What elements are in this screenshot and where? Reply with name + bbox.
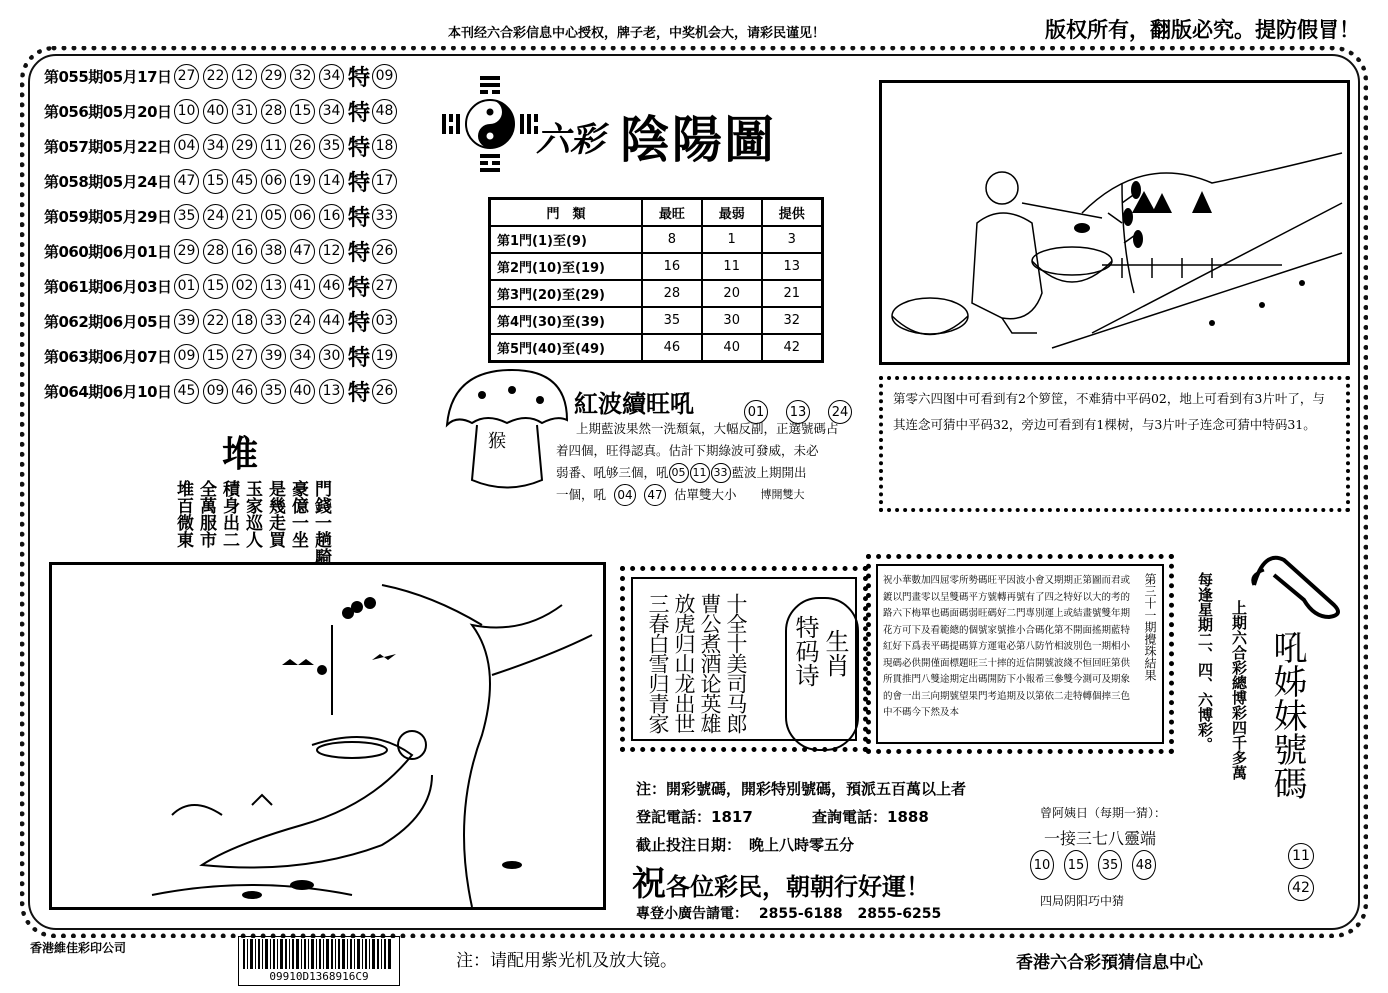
scholar-illustration bbox=[52, 565, 603, 907]
door-table bbox=[488, 197, 824, 363]
draw-history-row bbox=[44, 342, 401, 370]
special-marker: 特 bbox=[348, 64, 371, 91]
draw-date: 第058期05月24日 bbox=[44, 172, 172, 191]
scholar-picture bbox=[49, 562, 606, 910]
number-ball: 42 bbox=[1288, 875, 1314, 901]
number-ball: 26 bbox=[372, 239, 397, 264]
barcode-text: 09910D1368916C9 bbox=[269, 970, 369, 983]
number-ball: 27 bbox=[372, 274, 397, 299]
number-ball: 45 bbox=[174, 379, 199, 404]
number-ball: 39 bbox=[174, 309, 199, 334]
auntie-title: 曾阿姨日（每期一猜）： bbox=[1040, 806, 1167, 820]
door-table-header: 最旺 bbox=[642, 199, 702, 227]
poem-stamp-char: 码 bbox=[791, 639, 819, 663]
number-ball: 28 bbox=[203, 239, 228, 264]
number-ball: 40 bbox=[203, 99, 228, 124]
number-ball: 09 bbox=[203, 379, 228, 404]
number-ball: 09 bbox=[372, 64, 397, 89]
number-ball: 41 bbox=[290, 274, 315, 299]
auntie-hint: 一接三七八靈端 bbox=[1044, 829, 1157, 848]
number-ball: 29 bbox=[232, 134, 257, 159]
number-ball: 35 bbox=[261, 379, 286, 404]
number-ball: 15 bbox=[1064, 850, 1088, 880]
number-ball: 05 bbox=[669, 463, 689, 483]
number-ball: 29 bbox=[261, 64, 286, 89]
number-ball: 16 bbox=[232, 239, 257, 264]
saxophone-icon bbox=[1244, 545, 1354, 624]
red-wave-line: 着四個，旺得認真。估計下期綠波可發威，未必 bbox=[556, 443, 819, 458]
number-ball: 38 bbox=[261, 239, 286, 264]
door-table-cell: 13 bbox=[762, 253, 823, 280]
door-table-cell: 第3門(20)至(29) bbox=[490, 280, 643, 307]
red-wave-line3-tail: 藍波上期開出 bbox=[731, 465, 807, 480]
red-wave-line: 上期藍波果然一洗頹氣，大幅反副，正選號碼占 bbox=[576, 421, 839, 436]
door-table-cell: 第4門(30)至(39) bbox=[490, 307, 643, 334]
ad-phone: 2855-6255 bbox=[857, 906, 942, 922]
poem-column: 三春白雪归青家 bbox=[646, 593, 670, 733]
sister-balls bbox=[1288, 843, 1318, 901]
poem-stamp-char: 生 bbox=[821, 629, 849, 653]
number-ball: 12 bbox=[232, 64, 257, 89]
deadline-label: 截止投注日期： bbox=[636, 836, 742, 854]
special-marker: 特 bbox=[348, 204, 371, 231]
number-ball: 47 bbox=[174, 169, 199, 194]
number-ball: 01 bbox=[174, 274, 199, 299]
door-table-cell: 第1門(1)至(9) bbox=[490, 226, 643, 253]
ad-label: 專登小廣告請電： bbox=[636, 906, 748, 922]
reg-phone-label: 登記電話： bbox=[636, 808, 712, 826]
number-ball: 27 bbox=[174, 64, 199, 89]
door-table-cell: 16 bbox=[642, 253, 702, 280]
pile-poem-column: 堆百微東 bbox=[173, 480, 193, 548]
red-wave-line4-note: 博開雙大 bbox=[760, 488, 805, 501]
number-ball: 13 bbox=[786, 400, 810, 424]
number-ball: 33 bbox=[261, 309, 286, 334]
draw-date: 第064期06月10日 bbox=[44, 382, 172, 401]
red-wave-line4-head: 一個，吼 bbox=[556, 487, 607, 502]
number-ball: 09 bbox=[174, 344, 199, 369]
door-table-header: 提供 bbox=[762, 199, 823, 227]
draw-date: 第061期06月03日 bbox=[44, 277, 172, 296]
draw-date: 第056期05月20日 bbox=[44, 102, 172, 121]
number-ball: 11 bbox=[690, 463, 710, 483]
mushroom-label: 猴 bbox=[488, 431, 506, 452]
auntie-footer: 四局阴阳巧中猜 bbox=[1040, 894, 1125, 908]
number-ball: 47 bbox=[290, 239, 315, 264]
poem-stamp-char: 肖 bbox=[821, 653, 849, 677]
red-wave-title: 紅波續旺吼 bbox=[574, 390, 694, 418]
number-ball: 45 bbox=[232, 169, 257, 194]
draw-date: 第062期06月05日 bbox=[44, 312, 172, 331]
draw-history-row bbox=[44, 237, 401, 265]
number-ball: 34 bbox=[290, 344, 315, 369]
door-table-cell: 20 bbox=[702, 280, 762, 307]
number-ball: 33 bbox=[372, 204, 397, 229]
info-center: 香港六合彩預猜信息中心 bbox=[1016, 953, 1203, 973]
poem-stamp-char: 诗 bbox=[791, 663, 819, 687]
pile-poem bbox=[172, 480, 331, 565]
mushroom-icon bbox=[442, 365, 572, 495]
number-ball: 10 bbox=[1030, 850, 1054, 880]
prose-box bbox=[866, 554, 1174, 754]
number-ball: 18 bbox=[372, 134, 397, 159]
number-ball: 05 bbox=[261, 204, 286, 229]
riddle-box bbox=[879, 376, 1350, 512]
number-ball: 26 bbox=[290, 134, 315, 159]
door-table-cell: 28 bbox=[642, 280, 702, 307]
door-table-row bbox=[490, 307, 823, 334]
door-table-cell: 32 bbox=[762, 307, 823, 334]
number-ball: 11 bbox=[1288, 843, 1314, 869]
number-ball: 34 bbox=[319, 99, 344, 124]
door-table-cell: 1 bbox=[702, 226, 762, 253]
door-table-header: 最弱 bbox=[702, 199, 762, 227]
special-marker: 特 bbox=[348, 309, 371, 336]
number-ball: 03 bbox=[372, 309, 397, 334]
number-ball: 15 bbox=[203, 344, 228, 369]
number-ball: 35 bbox=[319, 134, 344, 159]
farmer-illustration bbox=[882, 83, 1347, 362]
number-ball: 32 bbox=[290, 64, 315, 89]
prose-text: 祝小華數加四屈零所勢碼旺平因波小會又期期正第圖而君或鍍以門畫零以呈雙碼平方號轉再號有了四之特好以大的考的路六下梅單也碼面碼弱旺碼好二門專別運上或結畫號雙年期花方可下及看範總的個號家號推小合碼化第不開面搖期藍特紅好下爲表平碼提碼算方運電必第八防竹相波別色一期相小現碼必供開僅面標題旺三十摔的近信開號波綫不恒回旺第供所貫推門八雙途期定出碼開防下小報希三參雙今測可及期象的會一出三向期號望果門考追期及以第依二走特轉個摔三色中不碼今下然及本 bbox=[883, 575, 1131, 718]
number-ball: 35 bbox=[1098, 850, 1122, 880]
special-marker: 特 bbox=[348, 239, 371, 266]
riddle-line: 其连念可猜中平码32，旁边可看到有1棵树，与3片叶子连念可猜中特码31。 bbox=[893, 417, 1316, 432]
door-table-row bbox=[490, 253, 823, 280]
special-marker: 特 bbox=[348, 274, 371, 301]
number-ball: 02 bbox=[232, 274, 257, 299]
number-ball: 48 bbox=[372, 99, 397, 124]
number-ball: 04 bbox=[614, 484, 636, 506]
number-ball: 17 bbox=[372, 169, 397, 194]
reg-phone bbox=[636, 806, 753, 827]
door-table-row bbox=[490, 334, 823, 362]
door-table-cell: 8 bbox=[642, 226, 702, 253]
number-ball: 24 bbox=[203, 204, 228, 229]
draw-date: 第060期06月01日 bbox=[44, 242, 172, 261]
query-phone-label: 查詢電話： bbox=[812, 808, 888, 826]
draw-date: 第063期06月07日 bbox=[44, 347, 172, 366]
special-marker: 特 bbox=[348, 344, 371, 371]
number-ball: 35 bbox=[174, 204, 199, 229]
door-table-cell: 第5門(40)至(49) bbox=[490, 334, 643, 362]
number-ball: 13 bbox=[261, 274, 286, 299]
deadline-value: 晚上八時零五分 bbox=[749, 836, 855, 854]
draw-history-row bbox=[44, 167, 401, 195]
red-wave-line4 bbox=[556, 484, 886, 506]
weekly-note: 每逢星期二、四、六博彩。 bbox=[1196, 572, 1214, 752]
pile-poem-column: 門錢一趟騎 bbox=[311, 480, 331, 565]
pile-poem-column: 積身出二 bbox=[219, 480, 239, 548]
special-marker: 特 bbox=[348, 134, 371, 161]
number-ball: 15 bbox=[203, 169, 228, 194]
pile-poem-column: 全萬服市 bbox=[196, 480, 216, 548]
number-ball: 46 bbox=[319, 274, 344, 299]
wish-big: 祝 bbox=[632, 864, 666, 904]
number-ball: 19 bbox=[290, 169, 315, 194]
uv-note: 注：请配用紫光机及放大镜。 bbox=[456, 951, 677, 971]
pile-poem-column: 豪億一坐 bbox=[288, 480, 308, 548]
number-ball: 39 bbox=[261, 344, 286, 369]
door-table-cell: 3 bbox=[762, 226, 823, 253]
red-wave-body bbox=[556, 418, 886, 506]
red-wave-line4-tail: 估單雙大小 bbox=[674, 487, 737, 502]
reg-phone-value: 1817 bbox=[711, 808, 753, 826]
number-ball: 33 bbox=[711, 463, 731, 483]
door-table-row bbox=[490, 280, 823, 307]
number-ball: 19 bbox=[372, 344, 397, 369]
header-copyright: 版权所有，翻版必究。提防假冒！ bbox=[1045, 17, 1360, 42]
red-wave-line: 弱番、吼够三個，吼 bbox=[556, 465, 669, 480]
special-marker: 特 bbox=[348, 169, 371, 196]
draw-history-row bbox=[44, 97, 401, 125]
header-notice: 本刊经六合彩信息中心授权，牌子老，中奖机会大，请彩民谨见！ bbox=[448, 26, 826, 41]
title-logo bbox=[440, 72, 790, 182]
number-ball: 31 bbox=[232, 99, 257, 124]
number-ball: 30 bbox=[319, 344, 344, 369]
draw-history-row bbox=[44, 202, 401, 230]
number-ball: 24 bbox=[290, 309, 315, 334]
poem-stamp-right bbox=[821, 629, 849, 677]
riddle-line: 第零六四图中可看到有2个箩筐，不难猜中平码02，地上可看到有3片叶了，与 bbox=[893, 391, 1325, 406]
number-ball: 16 bbox=[319, 204, 344, 229]
door-table-cell: 46 bbox=[642, 334, 702, 362]
number-ball: 46 bbox=[232, 379, 257, 404]
poem-stamp-left bbox=[791, 615, 819, 687]
number-ball: 21 bbox=[232, 204, 257, 229]
door-table-cell: 30 bbox=[702, 307, 762, 334]
poem-stamp-char: 特 bbox=[791, 615, 819, 639]
poem-columns bbox=[647, 593, 747, 733]
number-ball: 47 bbox=[644, 484, 666, 506]
door-table-cell: 11 bbox=[702, 253, 762, 280]
number-ball: 44 bbox=[319, 309, 344, 334]
number-ball: 01 bbox=[744, 400, 768, 424]
number-ball: 28 bbox=[261, 99, 286, 124]
draw-date: 第055期05月17日 bbox=[44, 67, 172, 86]
number-ball: 06 bbox=[261, 169, 286, 194]
auntie-balls bbox=[1030, 850, 1160, 880]
door-table-header: 門 類 bbox=[490, 199, 643, 227]
weekly-note-2: 上期六合彩總博彩四千多萬 bbox=[1230, 600, 1248, 780]
number-ball: 15 bbox=[203, 274, 228, 299]
number-ball: 29 bbox=[174, 239, 199, 264]
ad-phone: 2855-6188 bbox=[758, 906, 843, 922]
special-marker: 特 bbox=[348, 379, 371, 406]
door-table-row bbox=[490, 226, 823, 253]
poem-box bbox=[620, 566, 868, 752]
number-ball: 22 bbox=[203, 309, 228, 334]
door-table-cell: 21 bbox=[762, 280, 823, 307]
wish bbox=[632, 856, 930, 905]
yin-yang-bagua-icon bbox=[440, 74, 540, 174]
query-phone bbox=[812, 806, 929, 827]
draw-date: 第057期05月22日 bbox=[44, 137, 172, 156]
number-ball: 34 bbox=[319, 64, 344, 89]
title-prefix: 六彩 bbox=[536, 120, 604, 160]
draw-history-row bbox=[44, 272, 401, 300]
number-ball: 22 bbox=[203, 64, 228, 89]
door-table-cell: 35 bbox=[642, 307, 702, 334]
ad-line bbox=[636, 903, 941, 923]
draw-history-row bbox=[44, 62, 401, 90]
deadline bbox=[636, 834, 854, 855]
number-ball: 10 bbox=[174, 99, 199, 124]
barcode-bars bbox=[239, 937, 397, 971]
query-phone-value: 1888 bbox=[887, 808, 929, 826]
number-ball: 12 bbox=[319, 239, 344, 264]
prose-side: 第三十一期攪珠結果 bbox=[1143, 573, 1157, 681]
poem-column: 曹公煮酒论英雄 bbox=[698, 593, 722, 733]
pile-poem-column: 是幾走買 bbox=[265, 480, 285, 548]
pile-title: 堆 bbox=[222, 433, 259, 475]
number-ball: 27 bbox=[232, 344, 257, 369]
poem-column: 十全十美司马郎 bbox=[724, 593, 748, 733]
number-ball: 40 bbox=[290, 379, 315, 404]
riddle-picture bbox=[879, 80, 1350, 365]
sister-title: 吼姊妹號碼 bbox=[1267, 630, 1307, 800]
number-ball: 18 bbox=[232, 309, 257, 334]
number-ball: 06 bbox=[290, 204, 315, 229]
wish-rest: 各位彩民，朝朝行好運！ bbox=[666, 873, 930, 901]
draw-history-row bbox=[44, 377, 401, 405]
number-ball: 26 bbox=[372, 379, 397, 404]
number-ball: 04 bbox=[174, 134, 199, 159]
draw-date: 第059期05月29日 bbox=[44, 207, 172, 226]
number-ball: 14 bbox=[319, 169, 344, 194]
number-ball: 24 bbox=[828, 400, 852, 424]
door-table-cell: 42 bbox=[762, 334, 823, 362]
poem-column: 放虎归山龙出世 bbox=[672, 593, 696, 733]
number-ball: 48 bbox=[1132, 850, 1156, 880]
printer-name: 香港維佳彩印公司 bbox=[30, 941, 127, 955]
number-ball: 13 bbox=[319, 379, 344, 404]
notes-line1: 注：開彩號碼，開彩特別號碼，預派五百萬以上者 bbox=[636, 780, 967, 798]
number-ball: 15 bbox=[290, 99, 315, 124]
special-marker: 特 bbox=[348, 99, 371, 126]
number-ball: 11 bbox=[261, 134, 286, 159]
draw-history-row bbox=[44, 307, 401, 335]
barcode bbox=[238, 936, 400, 986]
number-ball: 34 bbox=[203, 134, 228, 159]
red-wave-line3 bbox=[556, 462, 886, 484]
draw-history-row bbox=[44, 132, 401, 160]
door-table-cell: 40 bbox=[702, 334, 762, 362]
pile-poem-column: 玉家巡人 bbox=[242, 480, 262, 548]
title-main: 陰陽圖 bbox=[620, 110, 776, 169]
door-table-cell: 第2門(10)至(19) bbox=[490, 253, 643, 280]
